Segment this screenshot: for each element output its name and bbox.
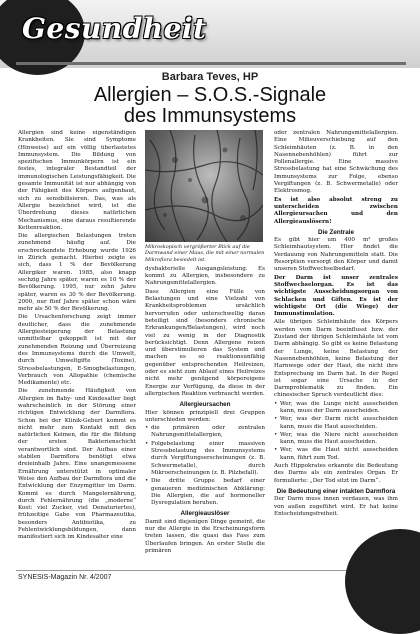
proverb-list (274, 401, 398, 462)
paragraph: Allergien sind keine eigenständigen Krankheiten. Sie sind Symptome (Hinweise) auf ein völlig überlastetes Immunsystem. Die Bildung von spezifischen Immunkörpern ist ein festes, integraler Bestandteil der immunologischen Leistungsfähigkeit. Die gesamte Immunität ist nur abhängig von der Fähigkeit des Körpers aufgenbaut, sich zu sensibilisieren. Das, was als Allergie bezeichnet wird, ist die Überdrehung dieses natürlichen Mechanismus, eine daraus resultierende Kettenreaktion. (18, 130, 136, 231)
list-item: • die primären oder zentralen Nahrungsmittelallergien, (145, 425, 265, 440)
paragraph: Die zunehmende Häufigkeit von Allergien im Baby- und Kindesalter liegt wahrscheinlich in der Störung einer richtigen Entwicklung der Darmflora. Schon bei der Klinik-Geburt kommt es nicht mehr zum Kontakt mit den natürlichen Keimen, die für die Bildung der ersten Bakterienschicht verantwortlich sind. Der Aufbau einer stabilen Darmflora benötigt etwa dreieinhalb Jahre. Eine unangemessene Ernährung unterstützt in optimaler Weise den Aufbau der Darmflora und die Entwicklung der Enzymgitter im Darm. Kommt es durch Mangelernährung, durch Fehlernährung (die „moderne“ Kost: viel Zucker, viel Denaturiertes), frühzeitige Gabe von Pharmazeutika, besonders Antibiotika, zu Fehlentwicklungsbildungen, dann manifestiert sich im Kindesalter eine (18, 388, 136, 541)
paragraph: Dass Allergien eine Fülle von Belastungen und eine Vielzahl von Krankheitsproblemen ursächlich hervorrufen oder unterschwellig daran beteiligt sind (besonders chronische Erkrankungen/Belastungen), wird noch viel zu wenig in der Diagnostik berücksichtigt. Denn Allergene reizen und überstimulieren das System und machen es so reaktionsunfähig gegenüber entsprechenden Heilreizen, oder es sieht zum Ablauf eines Heilreizes nicht mehr genügend körpereigene Energie zur Verfügung, da diese in der allergischen Reaktion verbraucht werden. (145, 288, 265, 397)
emphasis-paragraph: Der Darm ist unser zentrales Stoffwechselorgan. Es ist das wichtigste Ausscheidungsorgan von Schlacken und Giften. Es ist der wichtigste Ort (die Wiege) der Immunstimulation. (274, 274, 398, 318)
subheading-allergieursachen: Allergieursachen (179, 401, 231, 409)
subheading-die-zentrale: Die Zentrale (317, 228, 355, 236)
paragraph: oder zentralen Nahrungsmittelallergien. Eine Milieuverschiebung auf den Schleimhäuten (z. B. in den Nasennebenhöhlen) führt zur Pollenallergie. Eine massive Stressbelastung hat eine Schwächung des Immunsystems zur Folge, ebenso Vergiftungen (z. B. Schwermetalle) oder Elektrosmog. (274, 130, 398, 195)
paragraph: Der Darm muss innen verdauen, was ihm von außen zugeführt wird. Er hat keine Entscheidungsfreiheit. (274, 496, 398, 517)
list-item: • Wer, was die Niere nicht ausscheiden kann, muss die Haut ausscheiden. (274, 432, 398, 447)
list-item: • Folgebelastung einer massiven Stressbelastung des Immunsystems durch Vergiftungserscheinungen (z. B. Schwermetalle), durch Mikroerscheinungen (z. B. Pilzbefall). (145, 441, 265, 477)
emphasis-paragraph: Es ist also absolut streng zu unterscheiden zwischen Allergieursachen und den Allergieauslösern! (274, 196, 398, 225)
list-item: • Wer, was die Haut nicht ausscheiden kann, führt zum Tod. (274, 447, 398, 462)
paragraph: dysbakterielle Ausgangsleistung. Es kommt zu Allergien, insbesondere zu Nahrungsmittelallergien. (145, 265, 265, 287)
article-author: Barbara Teves, HP (161, 71, 259, 83)
photo-caption: Mikroskopisch vergrößerter Blick auf die Darmwand einer Maus, die mit einer normalen Mikroflora besiedelt ist. (145, 244, 265, 263)
paragraph: Auch Hippokrates erkannte die Bedeutung des Darms als ein zentrales Organ. Er formulierte: „Der Tod sitzt im Darm“. (274, 463, 398, 484)
text-column-1 (18, 130, 136, 570)
section-title: Gesundheit (22, 12, 207, 45)
paragraph: Alle übrigen Schleimhäute des Körpers werden vom Darm beeinflusst bzw. der Zustand der übrigen Schleimhäute ist vom Darm abhängig. So gibt es keine Belastung der Lunge, keine Belastung der Nasennebenhöhlen, keine Belastung der Harnwege oder der Haut, die nicht ihre Entsprechung im Darm hat. In der Regel ist sogar eine Ursache in der Darmproblematik zu finden. Ein chinesischer Spruch verdeutlicht dies: (274, 319, 398, 399)
paragraph: Damit sind diejenigen Dinge gemeint, die nur die Allergie in die Erscheinungsform treten lassen, die quasi das Fass zum Überlaufen bringen. An erster Stelle die primären (145, 518, 265, 554)
cause-list (145, 425, 265, 507)
paragraph: Die allergischen Belastungen treten zunehmend häufig auf. Die erschreckendste Erhebung wurde 1926 in Zürich gemacht. Hierbei zeigte es sich, dass 1 % der Bevölkerung Allergiker waren. 1985, also knapp sechzig Jahre später, waren es 10 % der Bevölkerung. 1995, nur zehn Jahre später, waren es 30 % der Bevölkerung. 2000, nur fünf Jahre später schon wäre mehr als 50 % der Bevölkerung. (18, 233, 136, 313)
list-item: • Wer, was die Lunge nicht ausscheiden kann, muss der Darm ausscheiden. (274, 401, 398, 416)
list-item: • Die dritte Gruppe bedarf einer genaueren medizinischen Abklärung: Die Allergien, die auf hormoneller Dysregulation beruhen. (145, 478, 265, 507)
subheading-darmflora: Die Bedeutung einer intakten Darmflora (276, 487, 396, 495)
footer-rule (16, 570, 396, 571)
intestinal-wall-micrograph (145, 130, 263, 242)
text-column-3 (274, 130, 398, 570)
article-title (0, 85, 420, 127)
header-rule (16, 62, 406, 65)
micrograph-texture (145, 130, 263, 242)
list-item: • Wer, was der Darm nicht ausscheiden kann, muss die Haut ausscheiden. (274, 416, 398, 431)
magazine-issue: SYNESIS-Magazin Nr. 4/2007 (18, 574, 112, 581)
paragraph: Hier können prinzipiell drei Gruppen unterschieden werden: (145, 409, 265, 423)
article-title-line-1: Allergien – S.O.S.-Signale (93, 84, 327, 106)
subheading-allergieausloeser: Allergieauslöser (180, 510, 230, 518)
paragraph: Die Ursachenforschung zeigt immer deutlicher, dass die zunehmende Allergiesteigerung der Belastung unmittelbar gekoppelt ist mit der zunehmenden Reizung und Überreizung des Immunsystems durch die Umwelt, durch Umweltgifte (Toxine), Stressbelastungen, E-Smogbelastungen, Verbrauch von Allopathie (chemische Medikamente) etc. (18, 314, 136, 387)
article-title-line-2: des Immunsystems (123, 105, 297, 127)
paragraph: Es gibt hier um 400 m² großes Schleimhautsystem. Hier findet die Verdauung von Nahrungsmitteln statt. Die Resorption versorgt den Körper und damit unseren Stoffwechselbedarf. (274, 237, 398, 273)
text-column-2 (145, 130, 265, 570)
